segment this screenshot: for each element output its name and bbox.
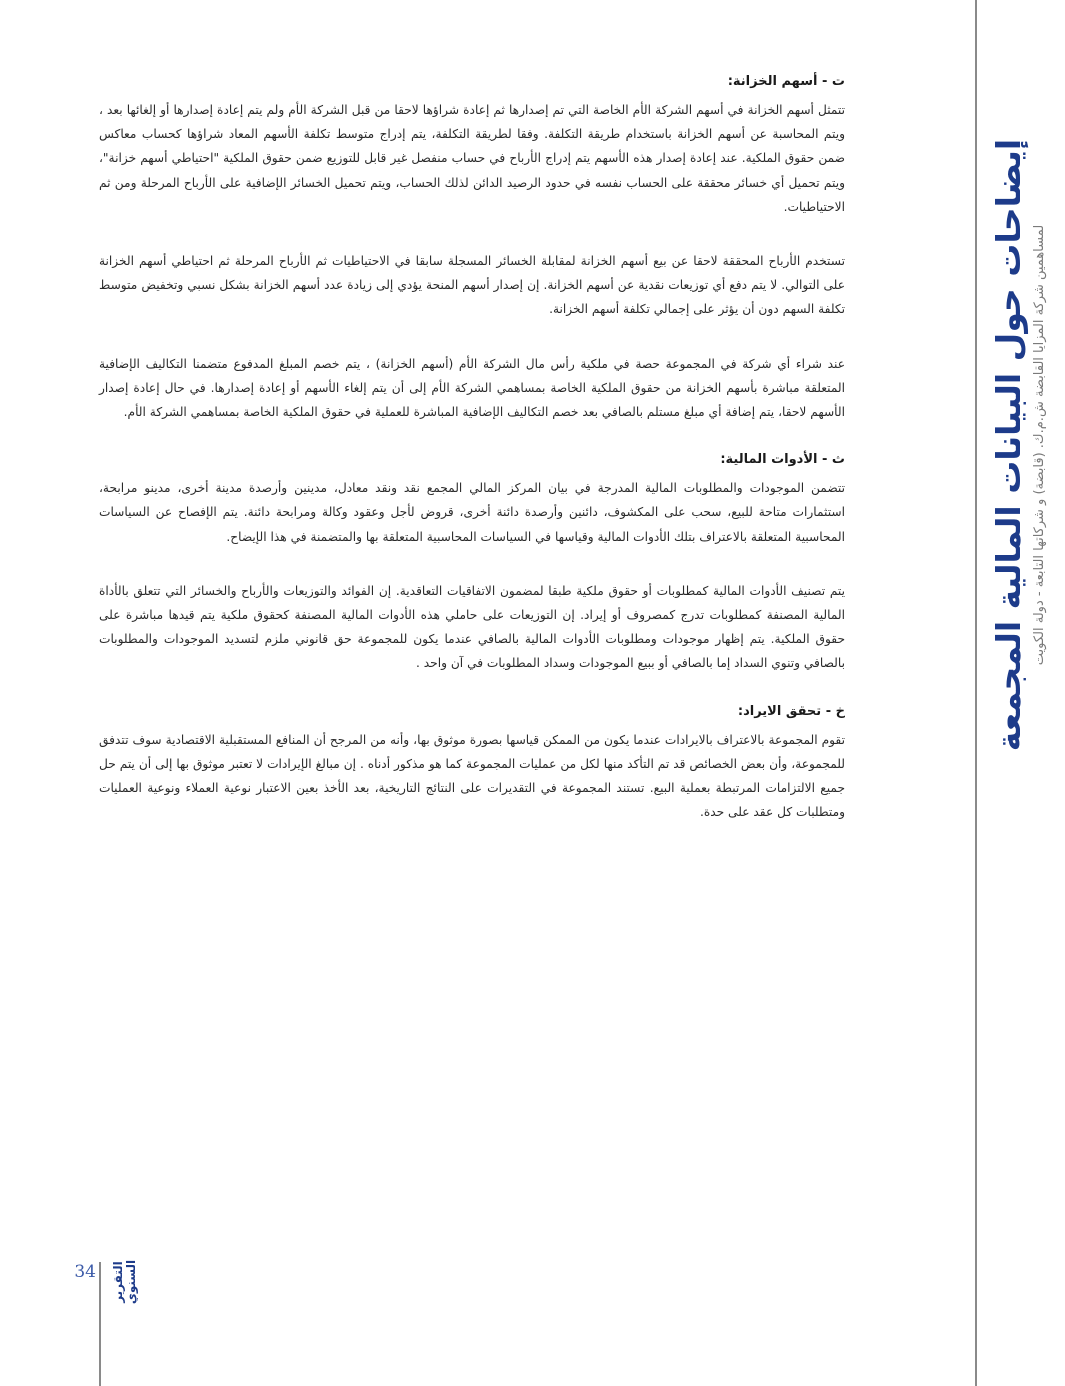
- paragraph: تتضمن الموجودات والمطلوبات المالية المدرجة في بيان المركز المالي المجمع نقد ونقد معادل، مدينين وأرصدة مدينة أخرى، مدينو مرابحة، استثمارات متاحة للبيع، سحب على المكشوف، دائنين وأرصدة دائنة أخرى، قروض لأجل وعقود وكالة ومرابحة دائنة. يتم الإفصاح عن السياسات المحاسبية المتعلقة بالاعتراف بتلك الأدوات المالية وقياسها في السياسات المحاسبية المتعلقة بها والمتضمنة في هذا الإيضاح.: [99, 481, 845, 544]
- paragraph: يتم تصنيف الأدوات المالية كمطلوبات أو حقوق ملكية طبقا لمضمون الاتفاقيات التعاقدية. إن الفوائد والتوزيعات والأرباح والخسائر التي تتعلق بالأداة المالية المصنفة كمطلوبات تدرج كمصروف أو إيراد. إن التوزيعات على حاملي هذه الأدوات المالية المصنفة كحقوق ملكية يتم قيدها مباشرة على حقوق الملكية. يتم إظهار موجودات ومطلوبات الأدوات المالية بالصافي عندما يكون للمجموعة حق قانوني ملزم لتسديد الموجودات والمطلوبات بالصافي وتنوي السداد إما بالصافي أو ببيع الموجودات وسداد المطلوبات في آن واحد .: [99, 583, 845, 671]
- logo-line-1: التقرير: [111, 1261, 125, 1303]
- paragraph: تقوم المجموعة بالاعتراف بالايرادات عندما يكون من الممكن قياسها بصورة موثوق بها، وأنه من المرجح أن المنافع المستقبلية الاقتصادية سوف تتدفق للمجموعة، وأن بعض الخصائص قد تم التأكد منها لكل من عمليات المجموعة كما هو مذكور أدناه . إن مبالغ الإيرادات لا تعتبر موثوق بها إلى أن يتم حل جميع الالتزامات المرتبطة بعملية البيع. تستند المجموعة في التقديرات على النتائج التاريخية، بعد الأخذ بعين الاعتبار نوعية العملاء ونوعية العمليات ومتطلبات كل عقد على حدة.: [99, 732, 845, 820]
- section-treasury-shares: [99, 70, 845, 424]
- right-vertical-rule: [975, 0, 977, 1386]
- section-revenue-recognition: [99, 700, 845, 825]
- page-number: 34: [74, 1262, 96, 1282]
- paragraph: عند شراء أي شركة في المجموعة حصة في ملكية رأس مال الشركة الأم (أسهم الخزانة) ، يتم خصم المبلغ المدفوع متضمنا التكاليف الإضافية المتعلقة مباشرة بأسهم الخزانة من حقوق الملكية الخاصة بمساهمي الشركة الأم إلى أن يتم إلغاء الأسهم أو إعادة إصدارها. في حال إعادة إصدار الأسهم لاحقا، يتم إضافة أي مبلغ مستلم بالصافي بعد خصم التكاليف الإضافية المباشرة للعملية في حقوق الملكية الخاصة بمساهمي الشركة الأم.: [99, 356, 845, 420]
- paragraph: تستخدم الأرباح المحققة لاحقا عن بيع أسهم الخزانة لمقابلة الخسائر المسجلة سابقا في الاحتياطيات ثم الأرباح المرحلة ثم احتياطي أسهم الخزانة على التوالي. لا يتم دفع أي توزيعات نقدية عن أسهم الخزانة. إن إصدار أسهم المنحة يؤدي إلى زيادة عدد أسهم الخزانة بشكل نسبي وتخفيض متوسط تكلفة السهم دون أن يؤثر على إجمالي تكلفة أسهم الخزانة.: [99, 254, 845, 317]
- section-heading: ت - أسهم الخزانة:: [727, 74, 845, 89]
- section-heading: خ - تحقق الايراد:: [737, 703, 845, 719]
- paragraph: تتمثل أسهم الخزانة في أسهم الشركة الأم الخاصة التي تم إصدارها ثم إعادة شراؤها لاحقا من قبل الشركة الأم ولم يتم إعادة إصدارها أو إلغائها بعد ، ويتم المحاسبة عن أسهم الخزانة باستخدام طريقة التكلفة. وفقا لطريقة التكلفة، يتم إدراج متوسط تكلفة الأسهم المعاد شراؤها كحساب معاكس ضمن حقوق الملكية. عند إعادة إصدار هذه الأسهم يتم إدراج الأرباح في حساب منفصل غير قابل للتوزيع ضمن حقوق الملكية "احتياطي أسهم خزانة"، ويتم تحميل أي خسائر محققة على الحساب نفسه في حدود الرصيد الدائن لذلك الحساب، ويتم تحميل الخسائر الإضافية على الأرباح المرحلة ومن ثم الاحتياطيات.: [99, 103, 845, 214]
- side-title-main: إيضاحات حول البيانات المالية المجمعة: [989, 138, 1028, 752]
- section-heading: ث - الأدوات المالية:: [720, 452, 845, 468]
- footer-vertical-rule: [99, 1262, 101, 1386]
- side-running-title: [975, 138, 1065, 752]
- logo-line-2: السنوي: [124, 1259, 138, 1305]
- side-title-subtitle: لمساهمين شركة المزايا القابضة ش.م.ك. (قابضة) و شركاتها التابعة - دولة الكويت: [1032, 224, 1047, 666]
- section-financial-instruments: [99, 448, 845, 675]
- annual-report-logo: [105, 1259, 145, 1305]
- document-body: [99, 70, 845, 824]
